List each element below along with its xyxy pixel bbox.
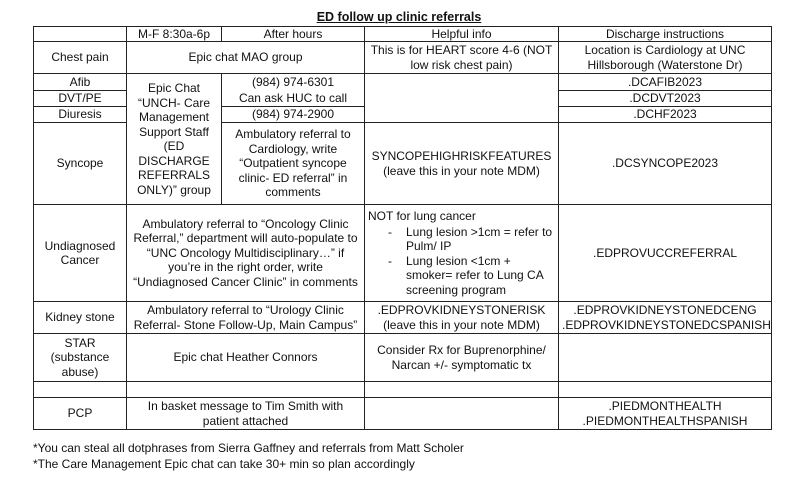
kidney-discharge-cell [559, 302, 772, 334]
empty-cell [127, 382, 365, 398]
table-row [34, 42, 772, 74]
row-label-cancer: Undiagnosed Cancer [34, 205, 127, 302]
cancer-info-list [368, 225, 555, 298]
kidney-contact: Ambulatory referral to “Urology Clinic Referral- Stone Follow-Up, Main Campus” [127, 302, 365, 334]
pcp-discharge-cell [559, 398, 772, 430]
syncope-after-hours: Ambulatory referral to Cardiology, write “Outpatient syncope clinic- ED referral” in comments [222, 123, 365, 205]
diuresis-discharge: .DCHF2023 [559, 107, 772, 123]
empty-cell [559, 382, 772, 398]
chest-pain-contact: Epic chat MAO group [127, 42, 365, 74]
star-contact: Epic chat Heather Connors [127, 334, 365, 382]
chest-pain-discharge: Location is Cardiology at UNC Hillsborough (Waterstone Dr) [559, 42, 772, 74]
row-label-dvt: DVT/PE [34, 90, 127, 107]
afib-discharge: .DCAFIB2023 [559, 74, 772, 91]
table-row [34, 382, 772, 398]
row-label-diuresis: Diuresis [34, 107, 127, 123]
cancer-contact: Ambulatory referral to “Oncology Clinic Referral,” department will auto-populate to “UNC Oncology Multidisciplinary…” if you’re in the right order, write “Undiagnosed Cancer Clinic” in comments [127, 205, 365, 302]
cancer-info-intro: NOT for lung cancer [368, 209, 476, 223]
header-cell-empty [34, 27, 127, 42]
syncope-info: SYNCOPEHIGHRISKFEATURES (leave this in your note MDM) [365, 123, 559, 205]
table-row [34, 334, 772, 382]
footnote: *You can steal all dotphrases from Sierra Gaffney and referrals from Matt Scholer [33, 441, 464, 455]
dvt-discharge: .DCDVT2023 [559, 90, 772, 107]
empty-cell [34, 382, 127, 398]
header-after-hours: After hours [222, 27, 365, 42]
row-label-kidney: Kidney stone [34, 302, 127, 334]
pcp-info-empty [365, 398, 559, 430]
footnotes [33, 440, 464, 472]
header-weekday: M-F 8:30a-6p [127, 27, 222, 42]
table-row [34, 398, 772, 430]
header-discharge: Discharge instructions [559, 27, 772, 42]
after-hours-phone-cell [222, 74, 365, 107]
kidney-discharge-spanish: .EDPROVKIDNEYSTONEDCSPANISH [562, 317, 771, 332]
cancer-info [365, 205, 559, 302]
table-row [34, 205, 772, 302]
kidney-discharge-eng: .EDPROVKIDNEYSTONEDCENG [573, 303, 757, 317]
row-label-pcp: PCP [34, 398, 127, 430]
header-row [34, 27, 772, 42]
pcp-discharge-2: .PIEDMONTHEALTHSPANISH [582, 413, 748, 428]
kidney-info: .EDPROVKIDNEYSTONERISK (leave this in your note MDM) [365, 302, 559, 334]
referrals-table [33, 26, 772, 430]
list-item: - Lung lesion >1cm = refer to Pulm/ IP [406, 225, 555, 254]
footnote: *The Care Management Epic chat can take 30+ min so plan accordingly [33, 457, 415, 471]
after-hours-note: Can ask HUC to call [238, 91, 348, 105]
after-hours-phone: (984) 974-6301 [251, 75, 335, 89]
cancer-discharge: .EDPROVUCCREFERRAL [559, 205, 772, 302]
header-helpful-info: Helpful info [365, 27, 559, 42]
row-label-star: STAR (substance abuse) [34, 334, 127, 382]
table-row [34, 74, 772, 91]
table-row [34, 302, 772, 334]
row-label-syncope: Syncope [34, 123, 127, 205]
syncope-discharge: .DCSYNCOPE2023 [559, 123, 772, 205]
row-label-chest-pain: Chest pain [34, 42, 127, 74]
pcp-contact: In basket message to Tim Smith with patient attached [127, 398, 365, 430]
diuresis-after-hours: (984) 974-2900 [222, 107, 365, 123]
row-label-afib: Afib [34, 74, 127, 91]
afib-info-empty [365, 74, 559, 123]
chest-pain-info: This is for HEART score 4-6 (NOT low risk chest pain) [365, 42, 559, 74]
empty-cell [365, 382, 559, 398]
pcp-discharge-1: .PIEDMONTHEALTH [608, 399, 722, 413]
list-item: - Lung lesion <1cm + smoker= refer to Lung CA screening program [406, 254, 555, 298]
star-discharge-empty [559, 334, 772, 382]
page-title: ED follow up clinic referrals [316, 10, 482, 24]
care-management-chat: Epic Chat “UNCH- Care Management Support Staff (ED DISCHARGE REFERRALS ONLY)” group [127, 74, 222, 205]
star-info: Consider Rx for Buprenorphine/ Narcan +/- symptomatic tx [365, 334, 559, 382]
